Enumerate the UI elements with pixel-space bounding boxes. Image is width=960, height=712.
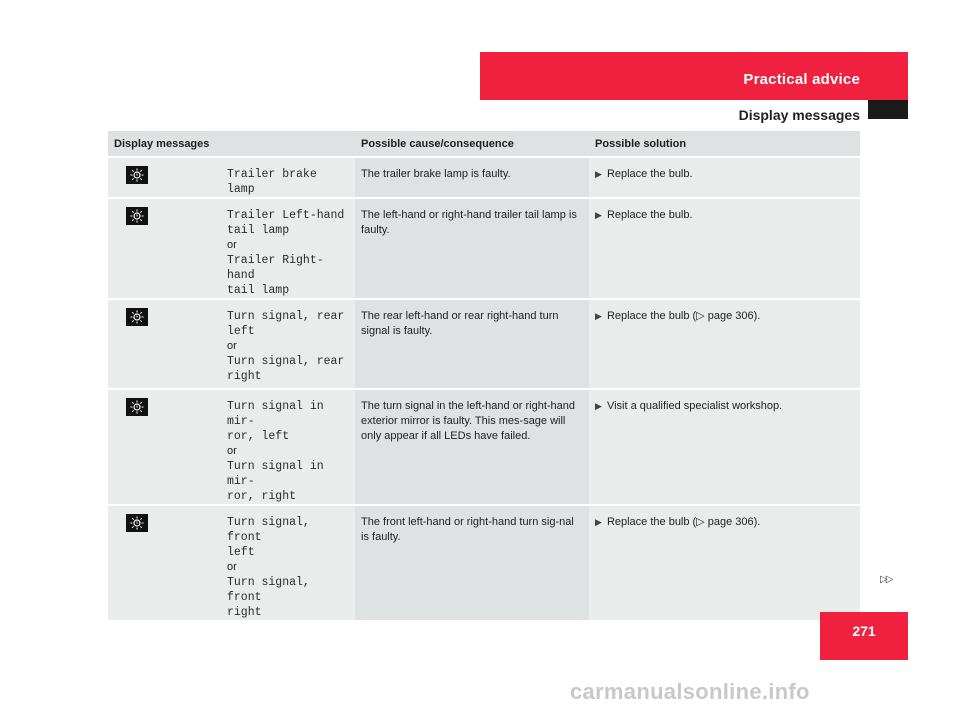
message-text: ror, left (227, 430, 290, 443)
column-header-display-messages: Display messages (108, 131, 355, 157)
message-text: right (227, 606, 262, 619)
message-cell (221, 198, 355, 299)
icon-cell (108, 389, 221, 505)
bullet-arrow-icon: ▶ (595, 169, 602, 179)
message-text: Turn signal, front (227, 576, 310, 604)
column-header-solution: Possible solution (589, 131, 860, 157)
bulb-warning-icon (126, 398, 148, 416)
solution-cell (589, 198, 860, 299)
message-text: Trailer Right-hand (227, 254, 324, 282)
table-row (108, 157, 860, 198)
bullet-arrow-icon: ▶ (595, 401, 602, 411)
icon-cell (108, 198, 221, 299)
solution-cell (589, 157, 860, 198)
or-text: or (227, 445, 237, 457)
cause-cell: The left-hand or right-hand trailer tail lamp is faulty. (355, 198, 589, 299)
message-text: Turn signal, front (227, 516, 310, 544)
bulb-warning-icon (126, 207, 148, 225)
message-text: Trailer brake lamp (227, 168, 317, 196)
cause-cell: The front left-hand or right-hand turn sig-nal is faulty. (355, 505, 589, 621)
cause-cell: The turn signal in the left-hand or right-hand exterior mirror is faulty. This mes-sage will only appear if all LEDs have failed. (355, 389, 589, 505)
solution-cell (589, 505, 860, 621)
message-cell (221, 299, 355, 389)
message-text: Turn signal, rear (227, 355, 345, 368)
message-cell (221, 389, 355, 505)
watermark: carmanualsonline.info (570, 679, 810, 704)
page-title: Display messages (738, 107, 860, 123)
message-text: left (227, 325, 255, 338)
or-text: or (227, 239, 237, 251)
solution-text: Replace the bulb (▷ page 306). (606, 310, 761, 322)
column-header-cause: Possible cause/consequence (355, 131, 589, 157)
icon-cell (108, 157, 221, 198)
message-text: tail lamp (227, 284, 290, 297)
solution-text: Visit a qualified specialist workshop. (606, 400, 783, 412)
table-row (108, 389, 860, 505)
bulb-warning-icon (126, 514, 148, 532)
message-text: Trailer Left-hand (227, 209, 345, 222)
icon-cell (108, 299, 221, 389)
solution-text: Replace the bulb. (606, 168, 693, 180)
section-title: Practical advice (743, 71, 860, 88)
display-messages-table (108, 131, 860, 622)
solution-text: Replace the bulb (▷ page 306). (606, 516, 761, 528)
cause-cell: The trailer brake lamp is faulty. (355, 157, 589, 198)
bulb-warning-icon (126, 166, 148, 184)
message-cell (221, 505, 355, 621)
message-text: tail lamp (227, 224, 290, 237)
bullet-arrow-icon: ▶ (595, 517, 602, 527)
table-row (108, 198, 860, 299)
solution-text: Replace the bulb. (606, 209, 693, 221)
bullet-arrow-icon: ▶ (595, 311, 602, 321)
solution-cell (589, 389, 860, 505)
cause-cell: The rear left-hand or rear right-hand turn signal is faulty. (355, 299, 589, 389)
icon-cell (108, 505, 221, 621)
or-text: or (227, 561, 237, 573)
message-text: ror, right (227, 490, 297, 503)
bullet-arrow-icon: ▶ (595, 210, 602, 220)
solution-cell (589, 299, 860, 389)
header-marker-block (868, 100, 908, 119)
or-text: or (227, 340, 237, 352)
page-number: 271 (852, 623, 876, 639)
table-row (108, 299, 860, 389)
bulb-warning-icon (126, 308, 148, 326)
table-header-row (108, 131, 860, 157)
message-text: Turn signal in mir- (227, 460, 324, 488)
continue-arrow-icon: ▷▷ (880, 574, 892, 585)
message-text: Turn signal in mir- (227, 400, 324, 428)
message-cell (221, 157, 355, 198)
message-text: right (227, 370, 262, 383)
table-row (108, 505, 860, 621)
message-text: Turn signal, rear (227, 310, 345, 323)
message-text: left (227, 546, 255, 559)
display-messages-table-wrap (108, 131, 860, 622)
